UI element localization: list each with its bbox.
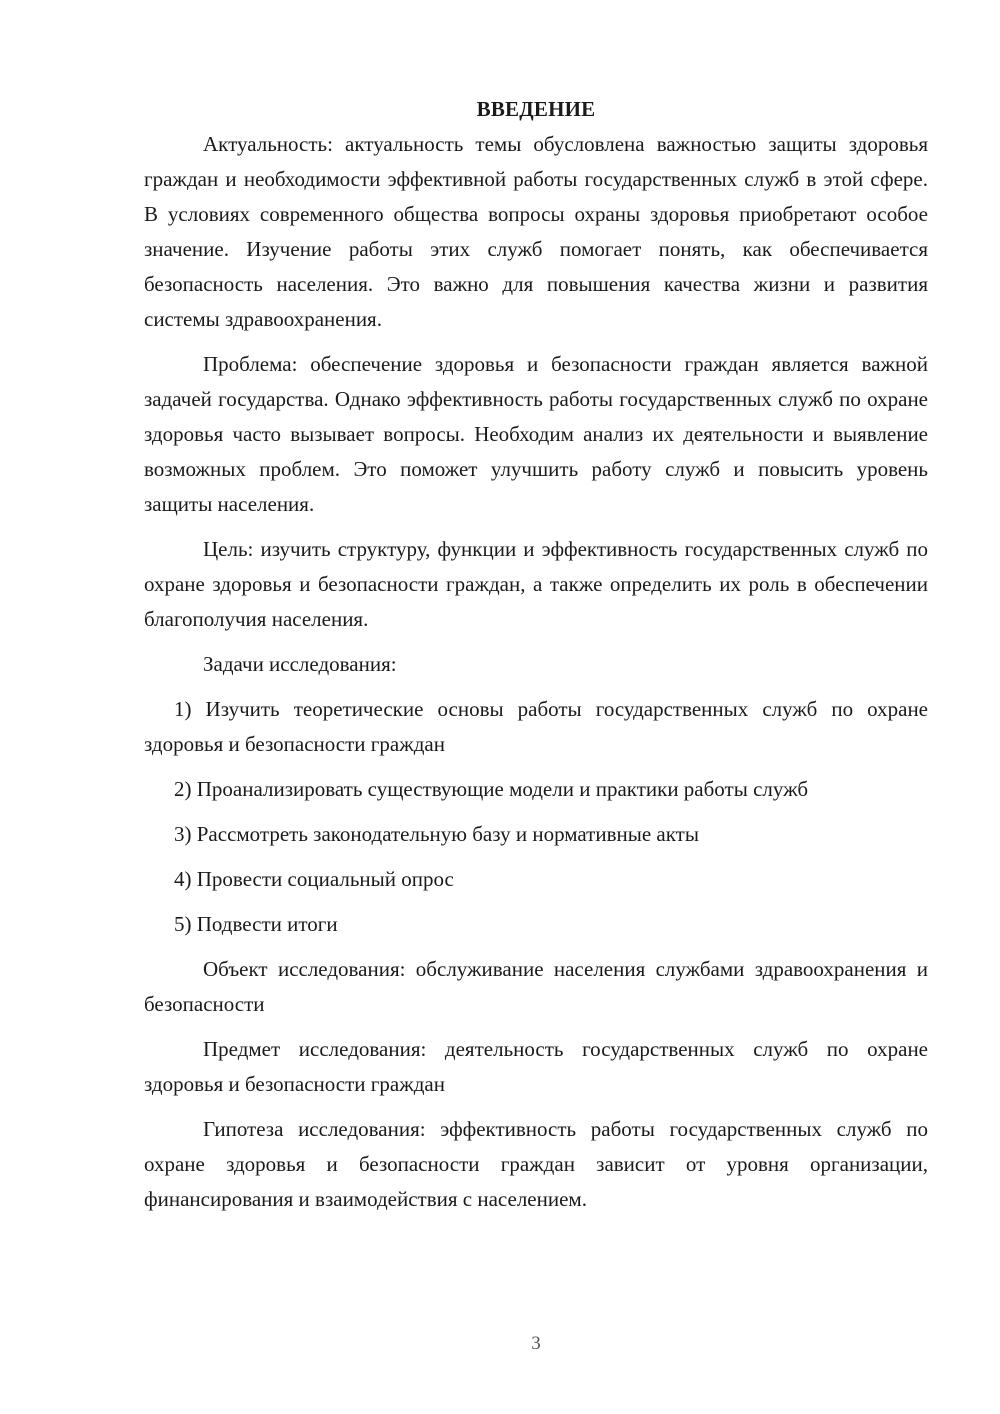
paragraph-problem: Проблема: обеспечение здоровья и безопасности граждан является важной задачей государства. Однако эффективность работы государственных служб по охране здоровья часто вызывает вопросы. Необходим анализ их деятельности и выявление возможных проблем. Это поможет улучшить работу служб и повысить уровень защиты населения. xyxy=(144,352,928,516)
page-number: 3 xyxy=(531,1333,541,1354)
paragraph-hypothesis: Гипотеза исследования: эффективность работы государственных служб по охране здоровья и безопасности граждан зависит от уровня организации, финансирования и взаимодействия с населением. xyxy=(144,1117,928,1211)
paragraph-relevance: Актуальность: актуальность темы обусловлена важностью защиты здоровья граждан и необходимости эффективной работы государственных служб в этой сфере. В условиях современного общества вопросы охраны здоровья приобретают особое значение. Изучение работы этих служб помогает понять, как обеспечивается безопасность населения. Это важно для повышения качества жизни и развития системы здравоохранения. xyxy=(144,132,928,331)
task-item-5: 5) Подвести итоги xyxy=(174,912,338,936)
paragraph-subject: Предмет исследования: деятельность государственных служб по охране здоровья и безопасности граждан xyxy=(144,1037,928,1096)
task-item-4: 4) Провести социальный опрос xyxy=(174,867,454,891)
task-item-3: 3) Рассмотреть законодательную базу и нормативные акты xyxy=(174,822,699,846)
paragraph-goal: Цель: изучить структуру, функции и эффективность государственных служб по охране здоровья и безопасности граждан, а также определить их роль в обеспечении благополучия населения. xyxy=(144,537,928,631)
tasks-heading: Задачи исследования: xyxy=(203,652,397,676)
task-item-1: 1) Изучить теоретические основы работы государственных служб по охране здоровья и безопасности граждан xyxy=(144,697,928,756)
paragraph-object: Объект исследования: обслуживание населения службами здравоохранения и безопасности xyxy=(144,957,928,1016)
tasks-list xyxy=(144,692,928,942)
page-content xyxy=(144,92,928,1227)
task-item-2: 2) Проанализировать существующие модели и практики работы служб xyxy=(174,777,809,801)
page-title: ВВЕДЕНИЕ xyxy=(476,97,596,121)
